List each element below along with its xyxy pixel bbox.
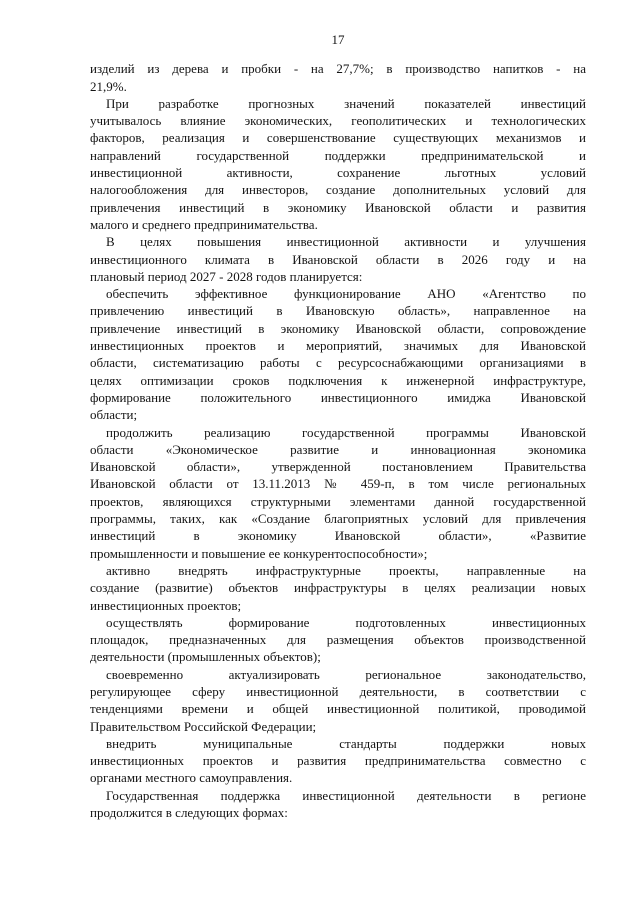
- text-line: своевременно актуализировать региональное законодательство,: [106, 666, 586, 682]
- text-line: Правительством Российской Федерации;: [90, 718, 317, 734]
- text-line: налогообложения для инвесторов, создание дополнительных условий для: [90, 182, 586, 198]
- text-line: направлений государственной поддержки предпринимательской и: [90, 147, 586, 163]
- text-line: создание (развитие) объектов инфраструктуры в целях реализации новых: [90, 580, 586, 596]
- text-line: тенденциями времени и общей инвестиционной политикой, проводимой: [90, 701, 586, 717]
- text-line: продолжится в следующих формах:: [90, 805, 288, 821]
- text-line: области, систематизацию работы с ресурсоснабжающими организациями в: [90, 355, 586, 371]
- text-line: регулирующее сферу инвестиционной деятельности, в соответствии с: [90, 683, 586, 699]
- text-line: программы, таких, как «Создание благоприятных условий для привлечения: [90, 511, 586, 527]
- text-line: формирование положительного инвестиционного имиджа Ивановской: [90, 389, 586, 405]
- text-line: деятельности (промышленных объектов);: [90, 649, 321, 665]
- paragraph: [90, 95, 586, 233]
- text-line: осуществлять формирование подготовленных инвестиционных: [106, 614, 586, 630]
- paragraph: [90, 285, 586, 423]
- page-content: [90, 31, 586, 821]
- paragraph: [90, 424, 586, 562]
- text-line: инвестиционных проектов и развития предпринимательства совместно с: [90, 753, 586, 769]
- text-line: инвестиционных проектов;: [90, 597, 242, 613]
- text-line: инвестиционных проектов и мероприятий, значимых для Ивановской: [90, 338, 586, 354]
- paragraph: [90, 666, 586, 735]
- text-line: площадок, предназначенных для размещения объектов производственной: [90, 632, 586, 648]
- paragraph: [90, 614, 586, 666]
- paragraph: [90, 233, 586, 285]
- text-line: привлечению инвестиций в Ивановскую область», направленное на: [90, 303, 586, 319]
- text-line: инвестиций в экономику Ивановской области», «Развитие: [90, 528, 586, 544]
- text-line: области;: [90, 407, 138, 423]
- text-line: плановый период 2027 - 2028 годов планируется:: [90, 268, 363, 284]
- document-body: [90, 60, 586, 821]
- text-line: В целях повышения инвестиционной активности и улучшения: [106, 234, 586, 250]
- text-line: внедрить муниципальные стандарты поддержки новых: [106, 735, 586, 751]
- text-line: инвестиционной активности, сохранение льготных условий: [90, 165, 586, 181]
- text-line: 21,9%.: [90, 78, 127, 94]
- text-line: Ивановской области», утвержденной постановлением Правительства: [90, 459, 586, 475]
- text-line: Государственная поддержка инвестиционной деятельности в регионе: [106, 787, 586, 803]
- paragraph: [90, 562, 586, 614]
- page-number: 17: [331, 32, 345, 47]
- text-line: При разработке прогнозных значений показателей инвестиций: [106, 95, 586, 111]
- text-line: области «Экономическое развитие и инновационная экономика: [90, 441, 586, 457]
- text-line: продолжить реализацию государственной программы Ивановской: [106, 424, 586, 440]
- text-line: целях оптимизации сроков подключения к инженерной инфраструктуре,: [90, 372, 586, 388]
- text-line: привлечения инвестиций в экономику Ивановской области и развития: [90, 199, 586, 215]
- text-line: Ивановской области от 13.11.2013 № 459-п, в том числе региональных: [90, 476, 586, 492]
- text-line: изделий из дерева и пробки - на 27,7%; в производство напитков - на: [90, 61, 586, 77]
- text-line: активно внедрять инфраструктурные проекты, направленные на: [106, 562, 586, 578]
- text-line: инвестиционного климата в Ивановской области в 2026 году и на: [90, 251, 586, 267]
- text-line: промышленности и повышение ее конкурентоспособности»;: [90, 545, 428, 561]
- text-line: малого и среднего предпринимательства.: [90, 216, 318, 232]
- text-line: факторов, реализация и совершенствование существующих механизмов и: [90, 130, 586, 146]
- paragraph: [90, 735, 586, 787]
- paragraph: [90, 60, 586, 95]
- text-line: обеспечить эффективное функционирование АНО «Агентство по: [106, 286, 586, 302]
- text-line: органами местного самоуправления.: [90, 770, 293, 786]
- paragraph: [90, 787, 586, 822]
- text-line: привлечение инвестиций в экономику Ивановской области, сопровождение: [90, 320, 586, 336]
- text-line: проектов, являющихся структурными элементами данной государственной: [90, 493, 586, 509]
- text-line: учитывалось влияние экономических, геополитических и технологических: [90, 113, 586, 129]
